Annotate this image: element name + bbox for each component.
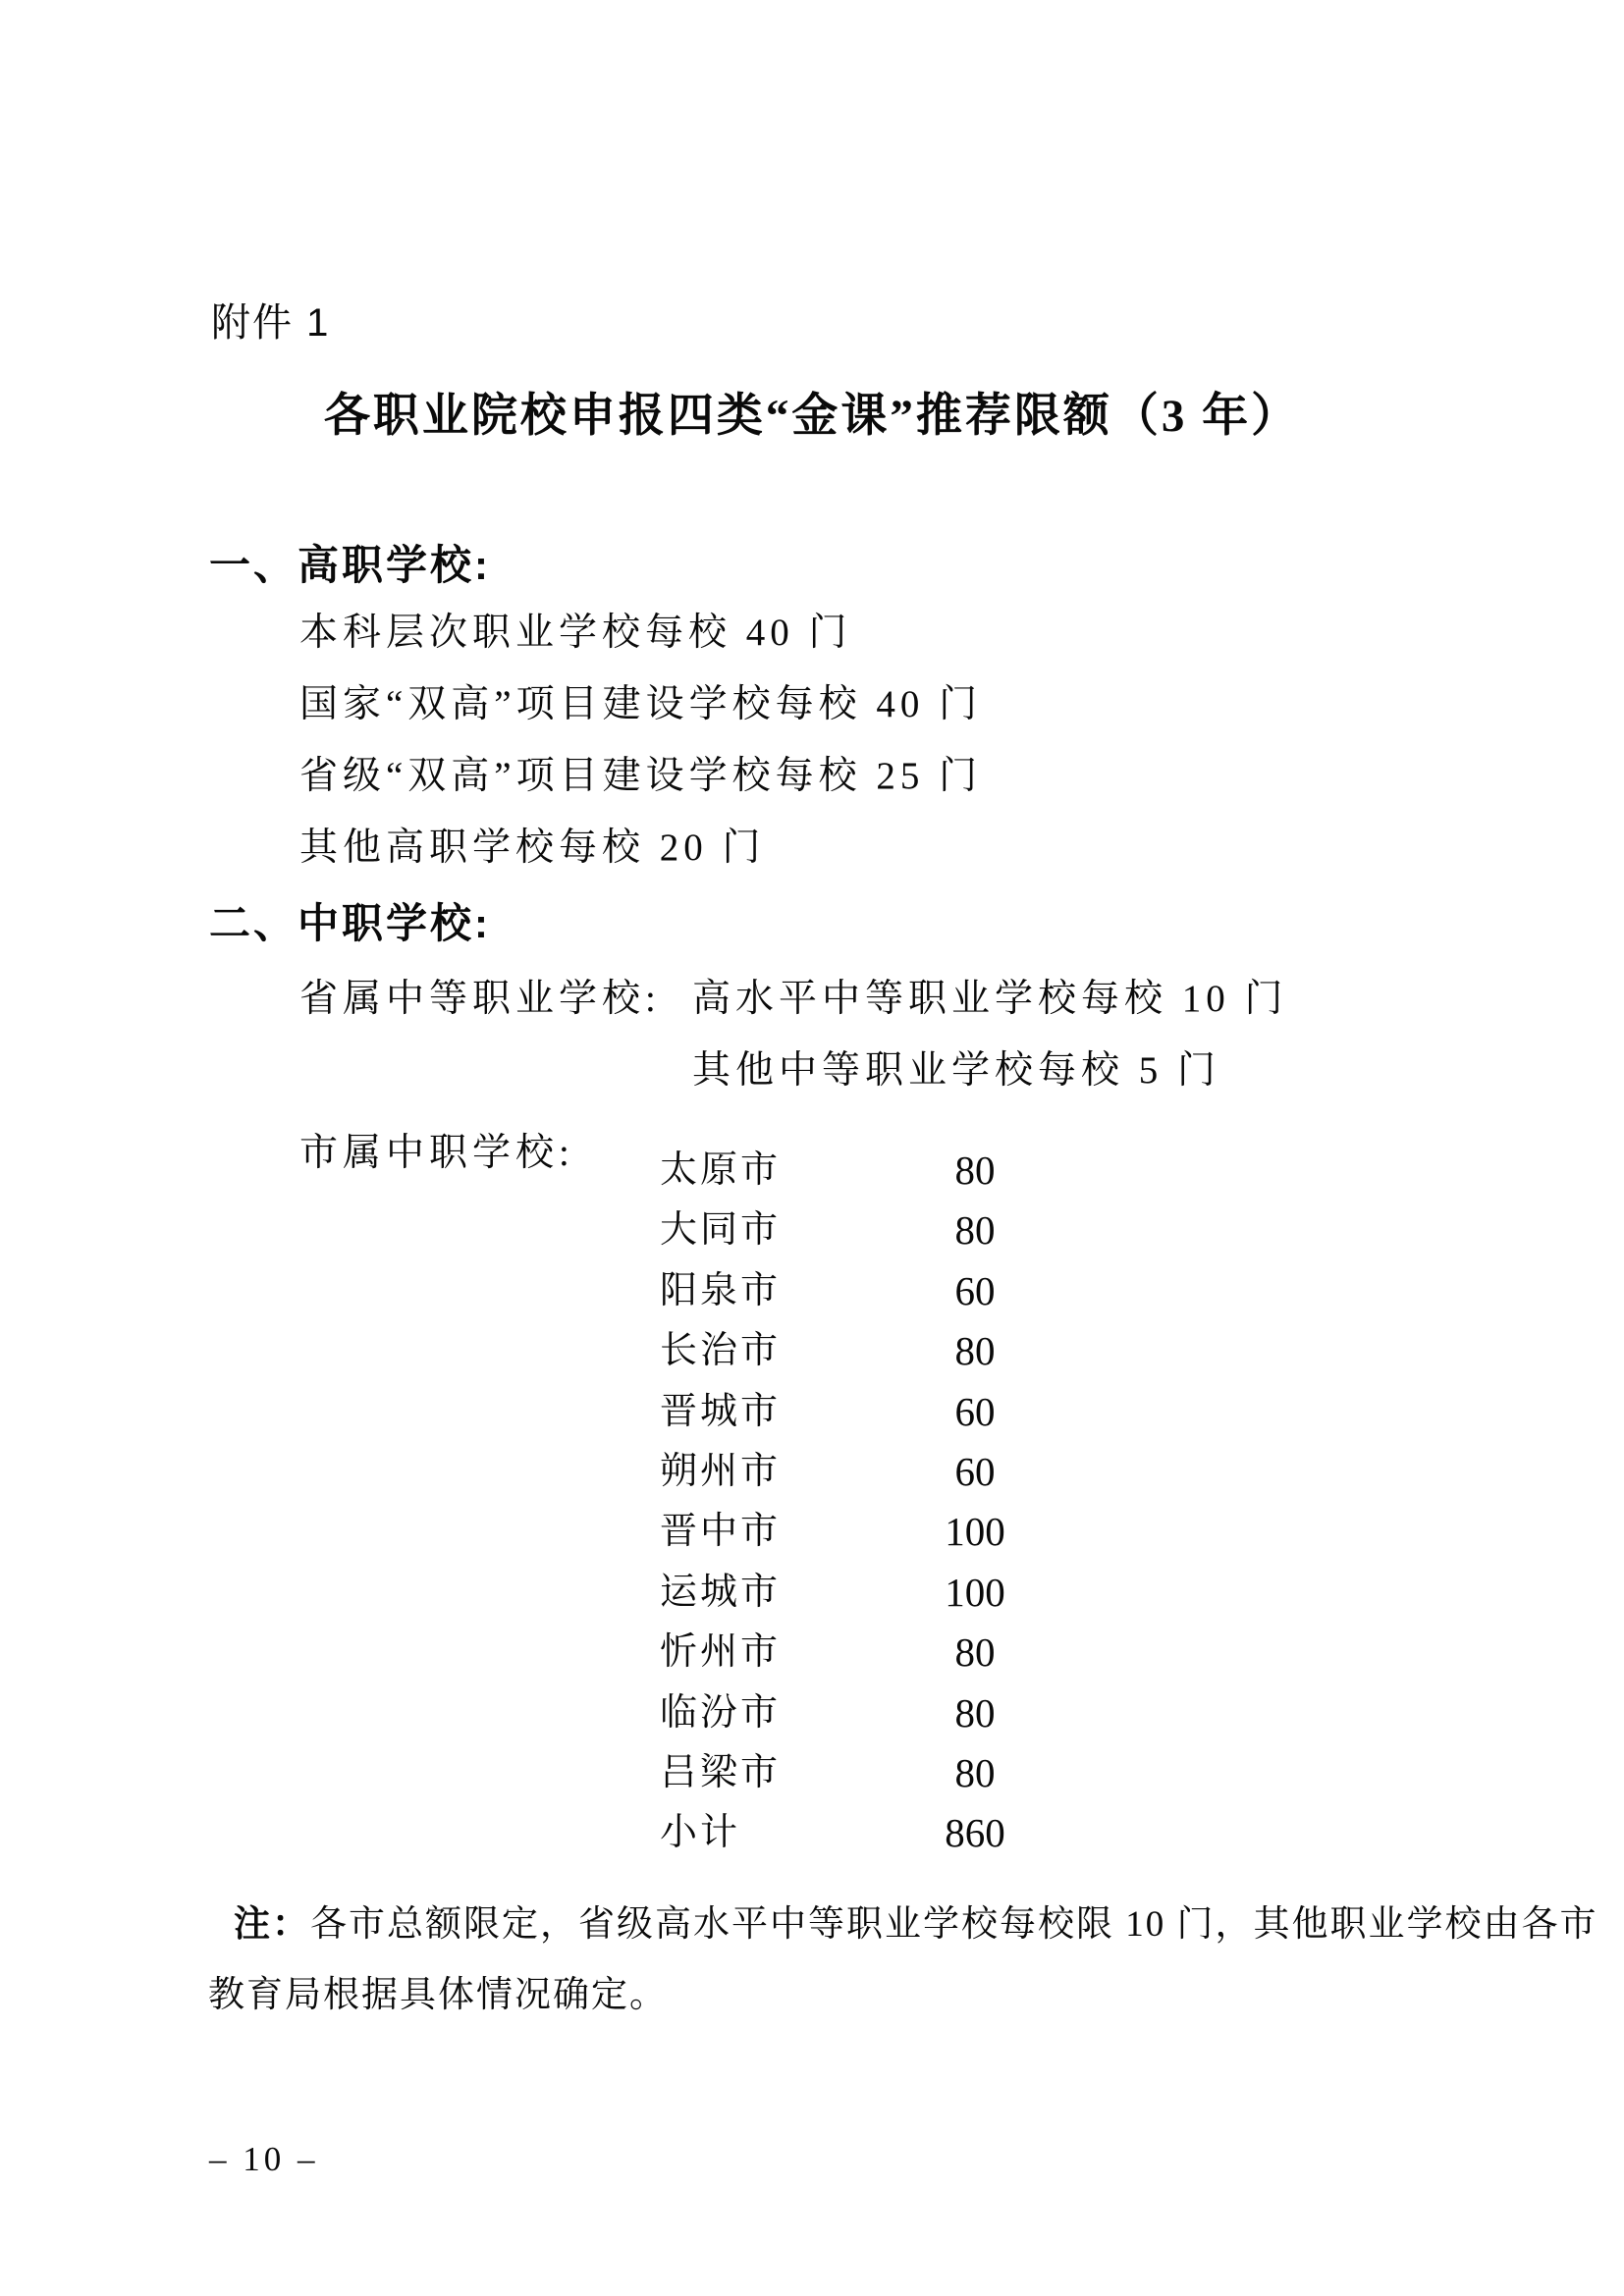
city-name: 吕梁市 xyxy=(660,1751,782,1793)
city-quota: 80 xyxy=(954,1148,996,1193)
table-row xyxy=(660,1625,1210,1684)
provincial-quota-line: 高水平中等职业学校每校 10 门 xyxy=(692,978,1288,1020)
table-row xyxy=(660,1745,1210,1805)
provincial-label: 省属中等职业学校: xyxy=(299,978,661,1020)
table-row xyxy=(660,1565,1210,1625)
table-row subtotal-row xyxy=(660,1805,1210,1865)
municipal-label: 市属中职学校: xyxy=(299,1132,574,1174)
provincial-quota-line: 其他中等职业学校每校 5 门 xyxy=(692,1049,1221,1092)
city-quota: 100 xyxy=(945,1569,1005,1615)
city-quota: 80 xyxy=(954,1629,996,1676)
note-line-1 xyxy=(234,1902,1598,1948)
section1-line: 本科层次职业学校每校 40 门 xyxy=(299,612,852,654)
city-name: 朔州市 xyxy=(660,1450,782,1492)
city-quota: 60 xyxy=(954,1448,996,1494)
city-quota: 80 xyxy=(954,1207,996,1254)
subtotal-label: 小计 xyxy=(660,1812,741,1854)
note-prefix: 注： xyxy=(234,1904,310,1945)
city-name: 阳泉市 xyxy=(660,1269,782,1311)
document-title: 各职业院校申报四类“金课”推荐限额（3 年） xyxy=(323,391,1301,442)
table-row xyxy=(660,1504,1210,1564)
city-name: 大同市 xyxy=(660,1209,782,1252)
city-name: 长治市 xyxy=(660,1330,782,1372)
note-text: 各市总额限定，省级高水平中等职业学校每校限 10 门，其他职业学校由各市 xyxy=(310,1904,1598,1945)
city-name: 忻州市 xyxy=(660,1631,782,1674)
table-row xyxy=(660,1143,1210,1202)
city-quota: 80 xyxy=(954,1689,996,1735)
subtotal-value: 860 xyxy=(945,1810,1005,1856)
city-name: 太原市 xyxy=(660,1149,782,1191)
city-quota-table xyxy=(660,1143,1210,1866)
city-quota: 80 xyxy=(954,1328,996,1374)
table-row xyxy=(660,1202,1210,1262)
section2-heading: 二、中职学校: xyxy=(209,900,491,946)
section1-heading: 一、高职学校: xyxy=(209,542,491,588)
city-quota: 60 xyxy=(954,1267,996,1313)
city-name: 晋中市 xyxy=(660,1511,782,1553)
section1-line: 省级“双高”项目建设学校每校 25 门 xyxy=(299,755,983,797)
section1-line: 国家“双高”项目建设学校每校 40 门 xyxy=(299,683,983,725)
city-name: 晋城市 xyxy=(660,1390,782,1432)
table-row xyxy=(660,1263,1210,1323)
table-row xyxy=(660,1384,1210,1444)
city-quota: 100 xyxy=(945,1509,1005,1555)
attachment-label: 附件 1 xyxy=(211,301,331,345)
page-number: – 10 – xyxy=(209,2140,319,2178)
table-row xyxy=(660,1323,1210,1383)
city-name: 临汾市 xyxy=(660,1691,782,1734)
city-name: 运城市 xyxy=(660,1571,782,1613)
section1-line: 其他高职学校每校 20 门 xyxy=(299,827,766,869)
city-quota: 60 xyxy=(954,1388,996,1434)
city-quota: 80 xyxy=(954,1749,996,1795)
table-row xyxy=(660,1685,1210,1745)
table-row xyxy=(660,1444,1210,1504)
note-line-2: 教育局根据具体情况确定。 xyxy=(208,1975,668,2015)
